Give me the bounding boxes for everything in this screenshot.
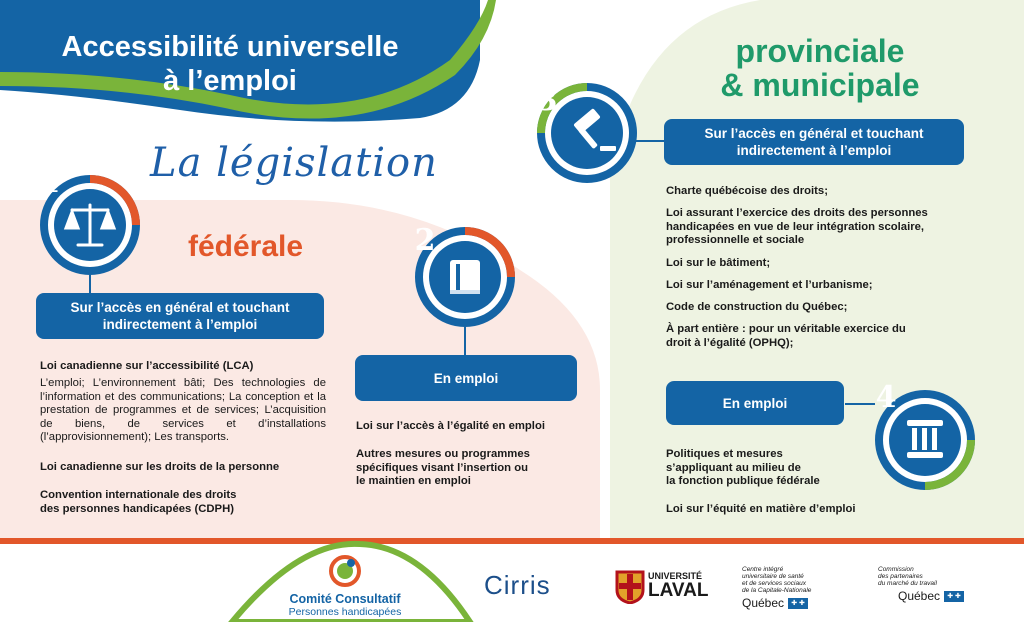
section1-item-1: Loi canadienne sur l’accessibilité (LCA) [40, 360, 254, 372]
comite-line2: Personnes handicapées [288, 606, 402, 618]
section1-item-3: Loi canadienne sur les droits de la personne [40, 461, 280, 473]
section2-connector [464, 327, 466, 355]
section2-item-2: Autres mesures ou programmes spécifiques visant l’insertion ou le maintien en emploi [356, 448, 530, 487]
section3-item-4: Loi sur l’aménagement et l’urbanisme; [666, 279, 873, 291]
ciusss-logo [742, 566, 852, 610]
laval-shield-icon [615, 570, 645, 604]
federal-heading: fédérale [188, 230, 304, 263]
section3-item-6: À part entière : pour un véritable exercice du droit à l’égalité (OPHQ); [666, 323, 906, 349]
section1-connector [89, 275, 91, 295]
main-title [20, 30, 440, 98]
section4-connector [845, 403, 875, 405]
section1-item-2: L’emploi; L’environnement bâti; Des technologies de l’information et des communications; La conception et la prestation de programmes et de services; L’acquisition de biens, de services et d’installations (l’approvisionnement); Les transports. [40, 377, 326, 443]
section3-pill: Sur l’accès en général et touchant indirectement à l’emploi [664, 119, 964, 165]
book-icon [450, 260, 480, 294]
section3-number: 3 [536, 82, 558, 118]
section2-pill: En emploi [355, 355, 577, 401]
section4-item-2: Loi sur l’équité en matière d’emploi [666, 503, 856, 515]
cpmt-logo [878, 566, 988, 603]
section3-connector [635, 140, 665, 142]
section3-item-3: Loi sur le bâtiment; [666, 257, 771, 269]
comite-logo [270, 555, 420, 619]
section2-number: 2 [414, 222, 436, 258]
section4-number: 4 [875, 379, 897, 415]
quebec-flag-icon-1: ✚ ✚ [788, 598, 808, 609]
cpmt-text: Commission des partenaires du marché du travail [878, 566, 937, 587]
quebec-flag-icon-2: ✚ ✚ [944, 591, 964, 602]
footer-orange-line [0, 538, 1024, 544]
section3-item-5: Code de construction du Québec; [666, 301, 848, 313]
section4-pill: En emploi [666, 381, 844, 425]
ciusss-text: Centre intégré universitaire de santé et de services sociaux de la Capitale-Nationale [742, 566, 812, 594]
laval-logo [648, 571, 709, 601]
subtitle: La législation [150, 140, 438, 186]
section4-item-1: Politiques et mesures s’appliquant au milieu de la fonction publique fédérale [666, 448, 820, 487]
provincial-heading [690, 34, 950, 102]
quebec-wordmark-2: Québec [898, 589, 941, 603]
section1-item-4: Convention internationale des droits des personnes handicapées (CDPH) [40, 489, 237, 515]
section3-item-1: Charte québécoise des droits; [666, 185, 828, 197]
comite-logo-icon [329, 555, 361, 587]
provincial-heading-line2: & municipale [720, 67, 920, 103]
main-title-line1: Accessibilité universelle [61, 31, 399, 63]
comite-line1: Comité Consultatif [289, 592, 401, 606]
section1-pill: Sur l’accès en général et touchant indirectement à l’emploi [36, 293, 324, 339]
quebec-wordmark-1: Québec [742, 596, 785, 610]
section1-number: 1 [39, 164, 61, 200]
laval-line1: UNIVERSITÉ [648, 571, 703, 581]
laval-line2: LAVAL [648, 580, 709, 601]
section3-item-2: Loi assurant l’exercice des droits des personnes handicapées en vue de leur intégration scolaire, professionnelle et sociale [666, 207, 928, 246]
provincial-heading-line1: provinciale [735, 33, 905, 69]
cirris-logo: Cirris [484, 570, 551, 600]
main-title-line2: à l’emploi [163, 65, 297, 97]
section2-item-1: Loi sur l’accès à l’égalité en emploi [356, 420, 545, 432]
